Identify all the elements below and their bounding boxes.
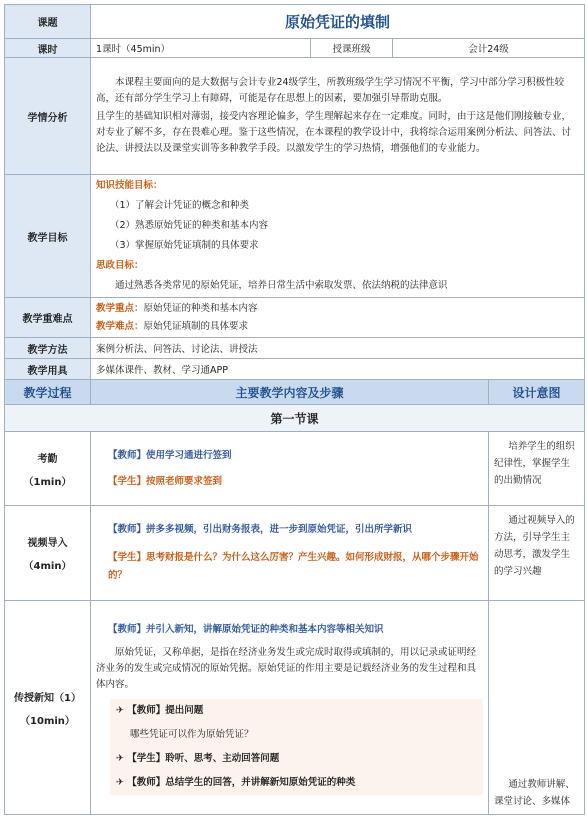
lesson-plan-table (4, 4, 585, 815)
analysis-label: 学情分析 (5, 58, 91, 175)
section-title: 第一节课 (5, 405, 585, 432)
hard-point (96, 318, 579, 336)
activity-question: 哪些凭证可以作为原始凭证？ (130, 728, 254, 740)
hard-point-title: 教学难点： (96, 320, 144, 332)
tools-value: 多媒体课件、教材、学习通APP (91, 359, 585, 380)
arrow-icon: ✈ (116, 752, 124, 764)
attendance-teacher: 【教师】使用学习通进行签到 (108, 449, 232, 461)
attendance-intent: 培养学生的组织纪律性，掌握学生的出勤情况 (489, 432, 585, 506)
video-content (91, 506, 489, 601)
new-knowledge-step (5, 601, 91, 815)
arrow-icon: ✈ (116, 776, 124, 788)
methods-label: 教学方法 (5, 338, 91, 359)
attendance-student: 【学生】按照老师要求签到 (108, 475, 223, 487)
activity-step (116, 751, 477, 767)
goal-item: （2）熟悉原始凭证的种类和基本内容 (110, 220, 269, 231)
ideology-goal-text: 通过熟悉各类常见的原始凭证，培养日常生活中索取发票、依法纳税的法律意识 (115, 280, 448, 291)
page-title: 原始凭证的填制 (91, 5, 585, 39)
goals-label: 教学目标 (5, 175, 91, 298)
video-duration: （4min） (23, 561, 72, 572)
attendance-content (91, 432, 489, 506)
intent-header: 设计意图 (489, 380, 585, 405)
key-point-title: 教学重点： (96, 302, 144, 314)
new-knowledge-paragraph: 原始凭证，又称单据，是指在经济业务发生或完成时取得或填制的，用以记录或证明经济业务的发生或完成情况的原始凭据。原始凭证的作用主要是记载经济业务的发生过程和具体内容。 (96, 646, 477, 690)
analysis-paragraph-1: 本课程主要面向的是大数据与会计专业24级学生，所教班级学生学习情况不平衡，学习中部分学习积极性较高，还有部分学生学习上有障碍，可能是存在思想上的因素，要加强引导帮助克服。 (96, 77, 565, 104)
key-point (96, 300, 579, 318)
video-label: 视频导入 (27, 538, 68, 549)
keypoints-label: 教学重难点 (5, 298, 91, 338)
activity-step-text: 【教师】总结学生的回答，并讲解新知原始凭证的种类 (127, 776, 356, 788)
hours-value: 1课时（45min） (91, 39, 311, 58)
activity-step (116, 703, 477, 719)
goals-content (91, 175, 585, 298)
class-value: 会计24级 (393, 39, 585, 58)
process-header: 教学过程 (5, 380, 91, 405)
video-teacher: 【教师】拼多多视频，引出财务报表，进一步到原始凭证，引出所学新识 (108, 524, 413, 535)
ideology-goal-title: 思政目标： (96, 260, 144, 271)
new-knowledge-content (91, 601, 489, 815)
activity-box (110, 699, 483, 795)
goal-item: （3）掌握原始凭证填制的具体要求 (110, 240, 259, 251)
analysis-content (91, 58, 585, 175)
keypoints-content (91, 298, 585, 338)
video-intent: 通过视频导入的方法，引导学生主动思考，激发学生的学习兴趣 (489, 506, 585, 601)
methods-value: 案例分析法、问答法、讨论法、讲授法 (91, 338, 585, 359)
attendance-duration: （1min） (23, 476, 72, 488)
hard-point-text: 原始凭证填制的具体要求 (143, 320, 249, 332)
attendance-label: 考勤 (37, 453, 58, 465)
tools-label: 教学用具 (5, 359, 91, 380)
activity-step (116, 775, 477, 791)
topic-label: 课题 (5, 5, 91, 39)
new-knowledge-label: 传授新知（1） (14, 692, 81, 704)
attendance-step (5, 432, 91, 506)
hours-label: 课时 (5, 39, 91, 58)
new-knowledge-teacher: 【教师】并引入新知，讲解原始凭证的种类和基本内容等相关知识 (108, 623, 384, 635)
class-label: 授课班级 (311, 39, 393, 58)
activity-step-text: 【学生】聆听、思考、主动回答问题 (127, 752, 280, 764)
knowledge-goal-title: 知识技能目标： (96, 180, 163, 191)
key-point-text: 原始凭证的种类和基本内容 (143, 302, 258, 314)
video-student: 【学生】思考财报是什么？为什么这么厉害？产生兴趣。如何形成财报，从哪个步骤开始的？ (108, 552, 479, 581)
new-knowledge-intent: 通过教师讲解、课堂讨论、多媒体 (489, 601, 585, 815)
goal-item: （1）了解会计凭证的概念和种类 (110, 200, 250, 211)
new-knowledge-duration: （10min） (20, 715, 75, 727)
video-step (5, 506, 91, 601)
arrow-icon: ✈ (116, 704, 124, 716)
content-header: 主要教学内容及步骤 (91, 380, 489, 405)
activity-step-text: 【教师】提出问题 (127, 704, 204, 716)
analysis-paragraph-2: 且学生的基础知识相对薄弱，接受内容理论偏多，学生理解起来存在一定难度。同时，由于这是他们刚接触专业，对专业了解不多，存在畏难心理。鉴于这些情况，在本课程的教学设计中，我将综合运用案例分析法、问答法、讨论法、讲授法以及课堂实训等多种教学手段。以激发学生的学习热情，增强他们的专业能力。 (96, 111, 572, 154)
